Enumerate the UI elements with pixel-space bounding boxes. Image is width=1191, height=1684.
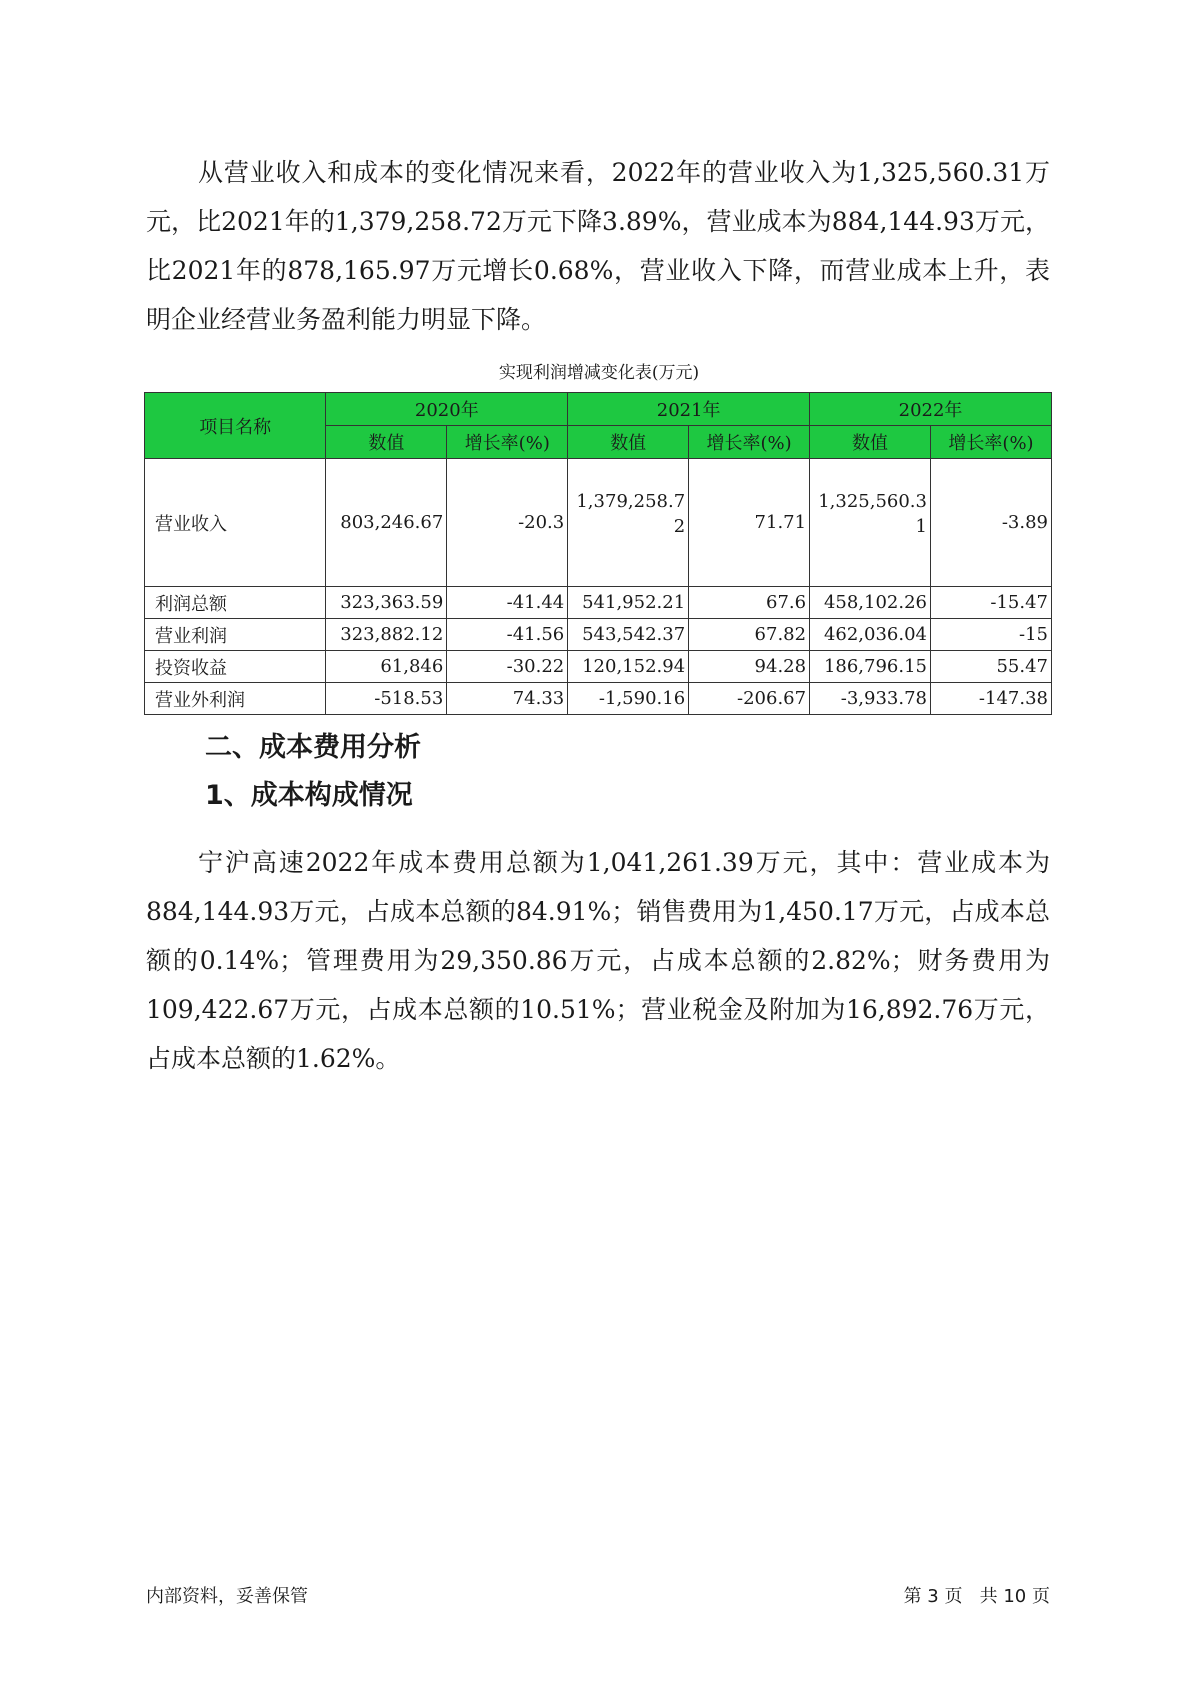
- header-year-2022: 2022年: [810, 393, 1052, 426]
- cell-value: 120,152.94: [568, 651, 689, 683]
- table-row: [145, 651, 1052, 683]
- table-caption: 实现利润增减变化表(万元): [498, 363, 700, 383]
- cell-value: 1,325,560.31: [810, 459, 931, 587]
- table-row: [145, 587, 1052, 619]
- cell-rate: -15.47: [931, 587, 1052, 619]
- row-name: 投资收益: [145, 651, 326, 683]
- cell-value: -1,590.16: [568, 683, 689, 715]
- cell-value: 1,379,258.72: [568, 459, 689, 587]
- cell-rate: -15: [931, 619, 1052, 651]
- cell-rate: 67.6: [689, 587, 810, 619]
- cell-rate: -41.56: [447, 619, 568, 651]
- cell-value: 458,102.26: [810, 587, 931, 619]
- row-name: 营业外利润: [145, 683, 326, 715]
- cell-rate: 94.28: [689, 651, 810, 683]
- cell-value: 541,952.21: [568, 587, 689, 619]
- cell-rate: -20.3: [447, 459, 568, 587]
- header-year-2021: 2021年: [568, 393, 810, 426]
- table-row: [145, 619, 1052, 651]
- cell-value: 803,246.67: [326, 459, 447, 587]
- header-year-2020: 2020年: [326, 393, 568, 426]
- cell-rate: 67.82: [689, 619, 810, 651]
- cell-value: 186,796.15: [810, 651, 931, 683]
- cell-value: 61,846: [326, 651, 447, 683]
- cell-value: 543,542.37: [568, 619, 689, 651]
- header-value: 数值: [568, 426, 689, 459]
- cell-rate: 55.47: [931, 651, 1052, 683]
- cell-value: 323,882.12: [326, 619, 447, 651]
- cost-paragraph: 宁沪高速2022年成本费用总额为1,041,261.39万元，其中：营业成本为884,144.93万元，占成本总额的84.91%；销售费用为1,450.17万元，占成本总额的0.14%；管理费用为29,350.86万元，占成本总额的2.82%；财务费用为109,422.67万元，占成本总额的10.51%；营业税金及附加为16,892.76万元，占成本总额的1.62%。: [146, 848, 1050, 1073]
- footer-page-number: 第 3 页 共 10 页: [903, 1586, 1050, 1607]
- subsection-heading: 1、成本构成情况: [205, 780, 413, 811]
- cell-rate: 71.71: [689, 459, 810, 587]
- header-growth-rate: 增长率(%): [447, 426, 568, 459]
- row-name: 利润总额: [145, 587, 326, 619]
- header-item-name: 项目名称: [145, 393, 326, 459]
- section-heading: 二、成本费用分析: [205, 732, 421, 763]
- row-name: 营业利润: [145, 619, 326, 651]
- cell-value: -518.53: [326, 683, 447, 715]
- footer-confidential-note: 内部资料，妥善保管: [146, 1586, 308, 1607]
- header-value: 数值: [326, 426, 447, 459]
- table-row: [145, 683, 1052, 715]
- cell-rate: -206.67: [689, 683, 810, 715]
- cell-rate: -147.38: [931, 683, 1052, 715]
- table-row: [145, 459, 1052, 587]
- profit-change-table: [144, 392, 1052, 715]
- cell-rate: -3.89: [931, 459, 1052, 587]
- cell-value: 462,036.04: [810, 619, 931, 651]
- cell-rate: -30.22: [447, 651, 568, 683]
- cell-rate: 74.33: [447, 683, 568, 715]
- intro-paragraph: 从营业收入和成本的变化情况来看，2022年的营业收入为1,325,560.31万元，比2021年的1,379,258.72万元下降3.89%，营业成本为884,144.93万元，比2021年的878,165.97万元增长0.68%，营业收入下降，而营业成本上升，表明企业经营业务盈利能力明显下降。: [146, 158, 1050, 334]
- cell-value: -3,933.78: [810, 683, 931, 715]
- header-growth-rate: 增长率(%): [931, 426, 1052, 459]
- header-value: 数值: [810, 426, 931, 459]
- header-growth-rate: 增长率(%): [689, 426, 810, 459]
- cell-value: 323,363.59: [326, 587, 447, 619]
- row-name: 营业收入: [145, 459, 326, 587]
- cell-rate: -41.44: [447, 587, 568, 619]
